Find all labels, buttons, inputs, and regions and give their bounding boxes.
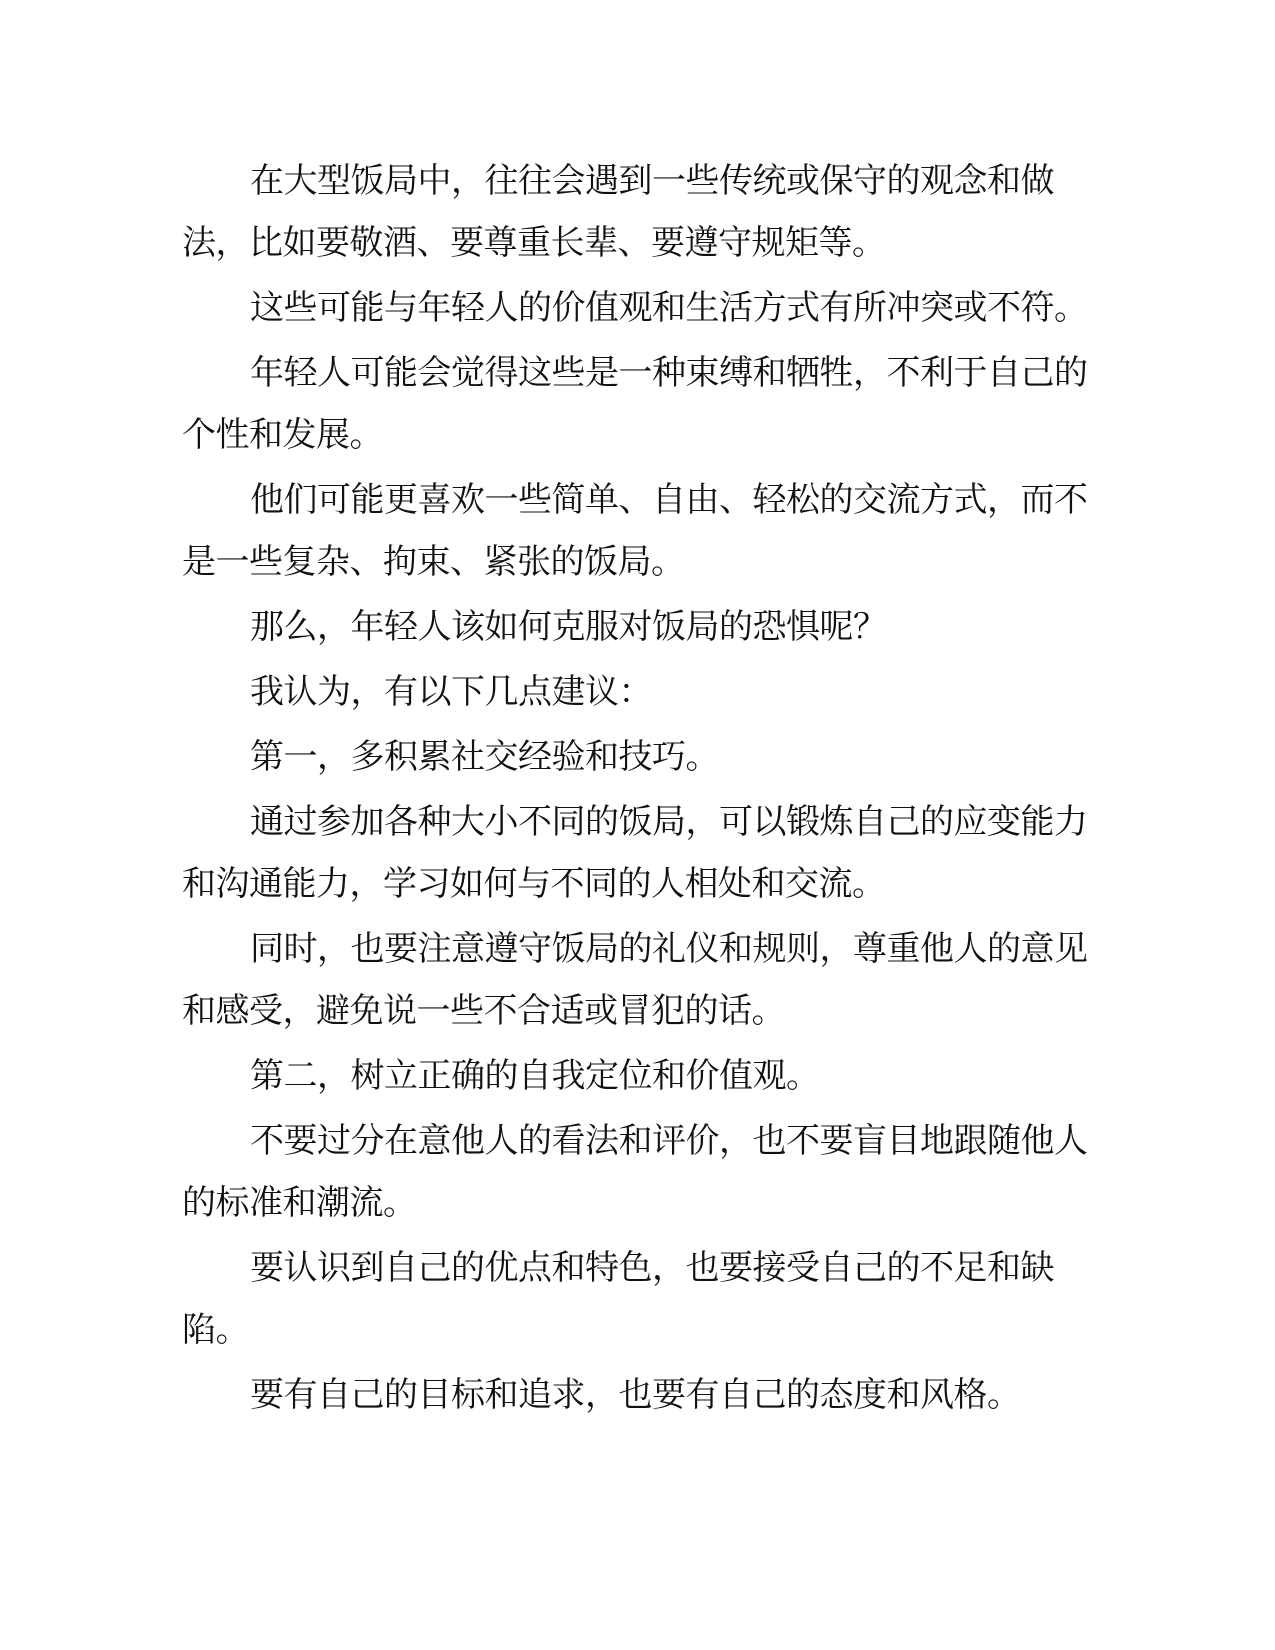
paragraph: 年轻人可能会觉得这些是一种束缚和牺牲，不利于自己的个性和发展。 — [182, 353, 1088, 455]
paragraph: 他们可能更喜欢一些简单、自由、轻松的交流方式，而不是一些复杂、拘束、紧张的饭局。 — [182, 480, 1088, 582]
section-heading-first: 第一，多积累社交经验和技巧。 — [250, 737, 719, 777]
paragraph: 不要过分在意他人的看法和评价，也不要盲目地跟随他人的标准和潮流。 — [182, 1121, 1088, 1223]
document-body — [182, 150, 1092, 1429]
paragraph: 要有自己的目标和追求，也要有自己的态度和风格。 — [250, 1375, 1021, 1415]
paragraph: 在大型饭局中，往往会遇到一些传统或保守的观念和做法，比如要敬酒、要尊重长辈、要遵守规矩等。 — [182, 161, 1054, 263]
paragraph: 这些可能与年轻人的价值观和生活方式有所冲突或不符。 — [250, 288, 1088, 328]
paragraph: 通过参加各种大小不同的饭局，可以锻炼自己的应变能力和沟通能力，学习如何与不同的人相处和交流。 — [182, 802, 1088, 904]
section-heading-second: 第二，树立正确的自我定位和价值观。 — [250, 1056, 820, 1096]
paragraph: 我认为，有以下几点建议： — [250, 672, 652, 712]
paragraph: 同时，也要注意遵守饭局的礼仪和规则，尊重他人的意见和感受，避免说一些不合适或冒犯的话。 — [182, 929, 1088, 1031]
paragraph: 要认识到自己的优点和特色，也要接受自己的不足和缺陷。 — [182, 1248, 1054, 1350]
paragraph: 那么，年轻人该如何克服对饭局的恐惧呢？ — [250, 607, 887, 647]
